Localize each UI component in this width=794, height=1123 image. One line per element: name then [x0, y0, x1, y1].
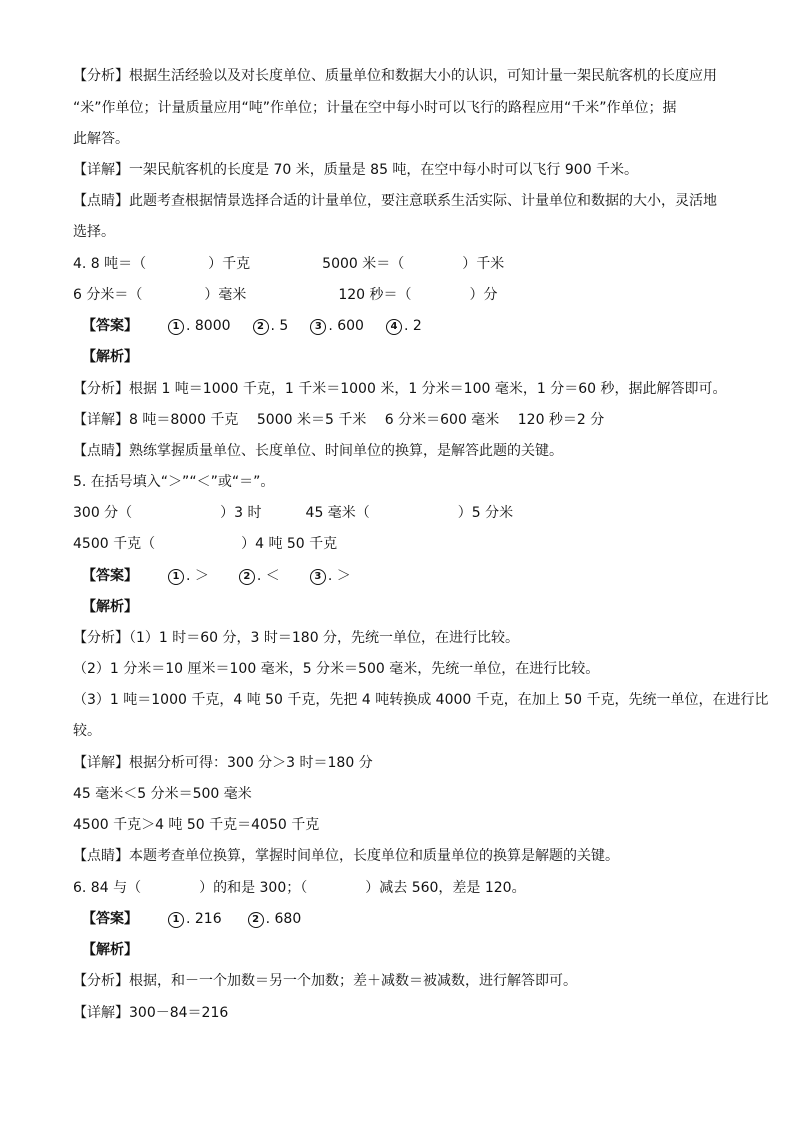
q5-analysis: （2）1 分米＝10 厘米＝100 毫米，5 分米＝500 毫米，先统一单位，在进行比较。 — [73, 661, 600, 677]
circled-number-1: 1 — [168, 912, 184, 928]
circled-number-1: 1 — [168, 569, 184, 585]
q5-item-b: 45 毫米（ — [305, 505, 370, 521]
point-line: 选择。 — [73, 224, 115, 240]
q5-detail: 【详解】根据分析可得：300 分＞3 时＝180 分 — [73, 755, 373, 771]
circled-number-4: 4 — [386, 319, 402, 335]
q5-item-a: 300 分（ — [73, 505, 133, 521]
q5-analysis: 较。 — [73, 723, 101, 739]
circled-number-1: 1 — [168, 319, 184, 335]
q4-analysis: 【分析】根据 1 吨＝1000 千克，1 千米＝1000 米，1 分米＝100 毫米，1 分＝60 秒，据此解答即可。 — [73, 381, 727, 397]
q5-analysis: 【分析】（1）1 时＝60 分，3 时＝180 分，先统一单位，在进行比较。 — [73, 630, 520, 646]
question-5-row-1 — [73, 503, 513, 523]
q4-point: 【点睛】熟练掌握质量单位、长度单位、时间单位的换算，是解答此题的关键。 — [73, 443, 563, 459]
q5-item-c: 4500 千克（ — [73, 536, 156, 552]
answer-value: . 8000 — [186, 318, 231, 334]
q5-point: 【点睛】本题考查单位换算，掌握时间单位，长度单位和质量单位的换算是解题的关键。 — [73, 848, 619, 864]
q4-item-c: 6 分米＝（ — [73, 287, 143, 303]
analysis-line: 此解答。 — [73, 131, 129, 147]
answer-label: 【答案】 — [82, 911, 138, 927]
q4-item-b-unit: ）千米 — [462, 256, 505, 272]
answer-value: . 2 — [403, 318, 422, 334]
q6-detail: 【详解】300－84＝216 — [73, 1005, 229, 1021]
q5-item-c-unit: ）4 吨 50 千克 — [241, 536, 338, 552]
jiexi-label: 【解析】 — [82, 599, 138, 615]
q4-answer-row — [82, 316, 422, 336]
answer-value: . ＞ — [186, 568, 209, 584]
answer-value: . 5 — [270, 318, 289, 334]
question-5-row-2 — [73, 534, 337, 554]
answer-label: 【答案】 — [82, 318, 138, 334]
q6-analysis: 【分析】根据，和－一个加数＝另一个加数；差＋减数＝被减数，进行解答即可。 — [73, 973, 577, 989]
q5-detail: 4500 千克＞4 吨 50 千克＝4050 千克 — [73, 817, 320, 833]
circled-number-2: 2 — [253, 319, 269, 335]
q4-item-a-unit: ）千克 — [208, 256, 251, 272]
q4-detail: 【详解】8 吨＝8000 千克 5000 米＝5 千米 6 分米＝600 毫米 120 秒＝2 分 — [73, 412, 605, 428]
question-4-row-1 — [73, 254, 504, 274]
q5-analysis: （3）1 吨＝1000 千克，4 吨 50 千克，先把 4 吨转换成 4000 千克，在加上 50 千克，先统一单位，在进行比 — [73, 692, 769, 708]
q6-part-3: ）减去 560，差是 120。 — [365, 880, 526, 896]
analysis-line: 【分析】根据生活经验以及对长度单位、质量单位和数据大小的认识，可知计量一架民航客机的长度应用 — [73, 68, 717, 84]
q4-item-c-unit: ）毫米 — [204, 287, 247, 303]
answer-value: . ＞ — [327, 568, 351, 584]
answer-value: . ＜ — [256, 568, 280, 584]
point-line: 【点睛】此题考查根据情景选择合适的计量单位，要注意联系生活实际、计量单位和数据的大小，灵活地 — [73, 193, 717, 209]
q5-detail: 45 毫米＜5 分米＝500 毫米 — [73, 786, 252, 802]
q6-answer-row — [82, 909, 301, 929]
circled-number-2: 2 — [248, 912, 264, 928]
answer-value: . 600 — [328, 318, 364, 334]
circled-number-2: 2 — [239, 569, 255, 585]
detail-line: 【详解】一架民航客机的长度是 70 米，质量是 85 吨，在空中每小时可以飞行 900 千米。 — [73, 162, 639, 178]
q4-item-b: 5000 米＝（ — [322, 256, 405, 272]
answer-label: 【答案】 — [82, 568, 138, 584]
jiexi-label: 【解析】 — [82, 349, 138, 365]
circled-number-3: 3 — [310, 319, 326, 335]
answer-value: . 680 — [265, 911, 302, 927]
q4-item-d: 120 秒＝（ — [338, 287, 412, 303]
question-4-row-2 — [73, 285, 498, 305]
q4-item-d-unit: ）分 — [469, 287, 498, 303]
answer-value: . 216 — [186, 911, 222, 927]
q6-part-2: ）的和是 300；（ — [199, 880, 308, 896]
circled-number-3: 3 — [310, 569, 326, 585]
q6-part-1: 6. 84 与（ — [73, 880, 142, 896]
q5-answer-row — [82, 566, 351, 586]
jiexi-label: 【解析】 — [82, 942, 138, 958]
analysis-line: “米”作单位；计量质量应用“吨”作单位；计量在空中每小时可以飞行的路程应用“千米”作单位；据 — [73, 100, 677, 116]
q5-item-a-unit: ）3 时 — [220, 505, 262, 521]
question-6 — [73, 878, 526, 898]
q4-item-a: 4. 8 吨＝（ — [73, 256, 147, 272]
q5-item-b-unit: ）5 分米 — [457, 505, 514, 521]
question-5-title: 5. 在括号填入“＞”“＜”或“＝”。 — [73, 474, 275, 490]
